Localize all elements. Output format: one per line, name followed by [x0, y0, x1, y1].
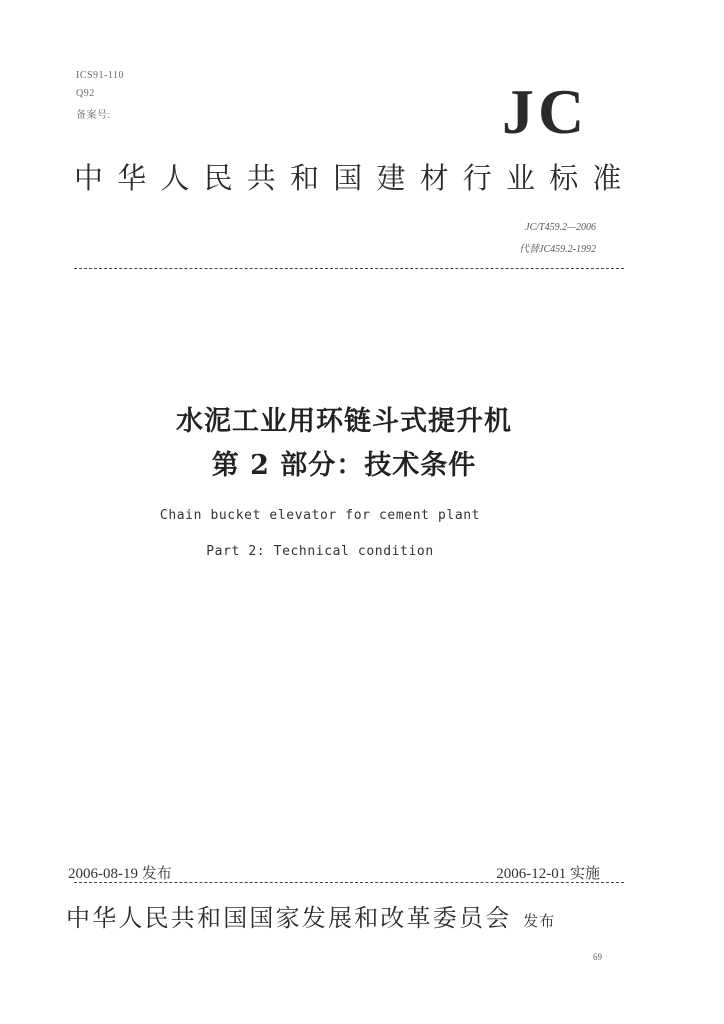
standard-category-title: 中华人民共和国建材行业标准	[74, 161, 636, 195]
issuer-suffix: 发布	[523, 912, 556, 930]
jc-logo: JC	[502, 76, 589, 147]
registration-number: 备案号:	[76, 110, 111, 121]
replaces-standard: 代替JC459.2-1992	[519, 244, 596, 255]
issue-date: 2006-08-19 发布	[68, 866, 172, 882]
page-number: 69	[593, 952, 602, 962]
standard-number: JC/T459.2—2006	[525, 222, 596, 233]
issuer-name: 中华人民共和国国家发展和改革委员会	[66, 904, 512, 932]
document-subtitle-en: Part 2: Technical condition	[206, 544, 434, 559]
issuing-authority	[66, 906, 555, 930]
document-subtitle-cn: 第 2 部分：技术条件	[211, 450, 477, 481]
top-divider	[74, 268, 624, 269]
bottom-divider	[74, 882, 624, 883]
ccs-code: Q92	[76, 88, 95, 99]
document-title-en: Chain bucket elevator for cement plant	[159, 508, 481, 523]
implementation-date: 2006-12-01 实施	[496, 866, 600, 882]
ics-code: ICS91-110	[76, 70, 125, 81]
document-title-cn: 水泥工业用环链斗式提升机	[176, 406, 512, 437]
